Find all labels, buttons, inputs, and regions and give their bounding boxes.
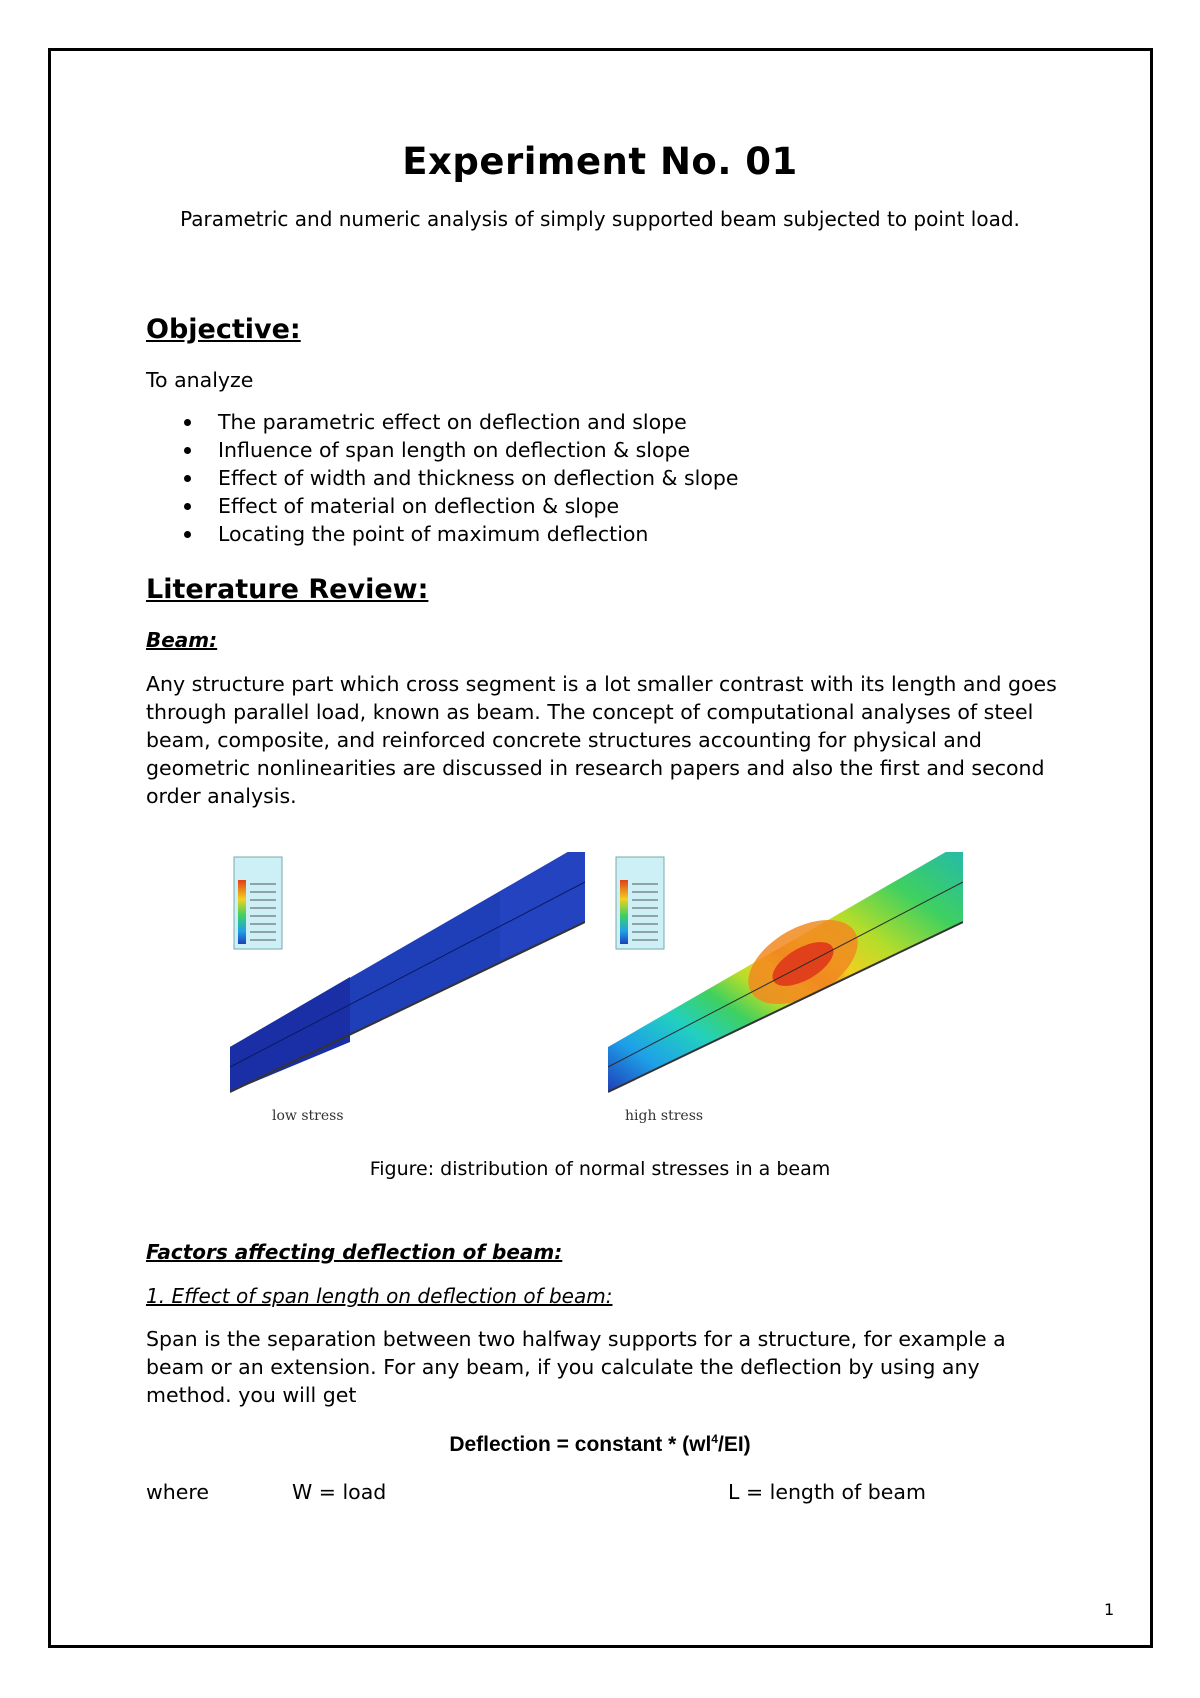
literature-heading: Literature Review: [146, 574, 429, 605]
low-stress-label: low stress [272, 1108, 344, 1124]
list-item: Effect of material on deflection & slope [146, 492, 739, 520]
high-stress-image [608, 852, 963, 1102]
span-length-heading: 1. Effect of span length on deflection of beam: [146, 1284, 613, 1308]
l-definition: L = length of beam [728, 1480, 926, 1504]
objective-heading: Objective: [146, 314, 301, 345]
objective-intro: To analyze [146, 368, 254, 392]
page-number: 1 [1104, 1600, 1115, 1619]
high-stress-label: high stress [625, 1108, 704, 1124]
bullet-icon [184, 419, 191, 426]
low-stress-image [230, 852, 585, 1102]
bullet-icon [184, 475, 191, 482]
list-item: Locating the point of maximum deflection [146, 520, 739, 548]
span-length-paragraph: Span is the separation between two halfway supports for a structure, for example a beam or an extension. For any beam, if you calculate the deflection by using any method. you will get [146, 1327, 1006, 1407]
factors-heading: Factors affecting deflection of beam: [146, 1240, 563, 1264]
w-definition: W = load [292, 1480, 387, 1504]
objective-list [146, 408, 739, 548]
bullet-icon [184, 503, 191, 510]
beam-heading: Beam: [146, 628, 218, 652]
document-subtitle: Parametric and numeric analysis of simply supported beam subjected to point load. [180, 207, 1020, 231]
bullet-icon [184, 447, 191, 454]
beam-paragraph: Any structure part which cross segment is a lot smaller contrast with its length and goes through parallel load, known as beam. The concept of computational analyses of steel beam, composite, and reinforced concrete structures accounting for physical and geometric nonlinearities are discussed in research papers and also the first and second order analysis. [146, 672, 1057, 808]
document-title: Experiment No. 01 [402, 140, 798, 183]
where-label: where [146, 1480, 209, 1504]
list-item: Influence of span length on deflection & slope [146, 436, 739, 464]
list-item: Effect of width and thickness on deflection & slope [146, 464, 739, 492]
list-item: The parametric effect on deflection and slope [146, 408, 739, 436]
deflection-formula: Deflection = constant * $(wl^4/EI)$ [449, 1432, 751, 1456]
bullet-icon [184, 531, 191, 538]
figure-caption: Figure: distribution of normal stresses in a beam [369, 1158, 831, 1180]
